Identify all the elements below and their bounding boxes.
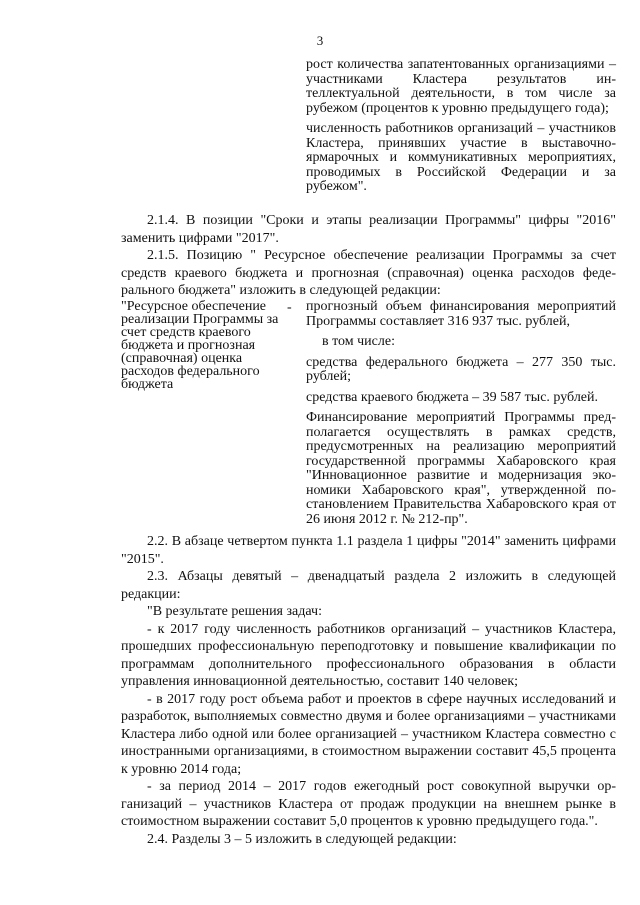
table-r1: прогнозный объем финансирования мероприятий Программы составляет 316 937 тыс. рублей, bbox=[306, 299, 616, 329]
top-right-para-1: рост количества запатентованных организациями – участниками Кластера результатов интеллектуальной деятельности, в том числе за рубежом (процентов к уровню предыдущего года); bbox=[306, 57, 616, 116]
para-2-1-5: 2.1.5. Позицию " Ресурсное обеспечение реализации Программы за счет средств краевого бюджета и прогнозная (справочная) оценка расходов федерального бюджета" изложить в следующей редакции: bbox=[121, 248, 616, 298]
table-dash: - bbox=[287, 300, 292, 315]
section-214-215 bbox=[121, 212, 616, 300]
top-right-block bbox=[306, 58, 616, 201]
table-r2: в том числе: bbox=[322, 334, 395, 349]
page-number: 3 bbox=[316, 33, 324, 48]
para-2-2: 2.2. В абзаце четвертом пункта 1.1 раздела 1 цифры "2014" заменить цифрами "2015". bbox=[121, 534, 616, 567]
table-r5: Финансирование мероприятий Программы предполагается осуществлять в рамках средств, предусмотренных на реализацию мероприятий государственной программы Хабаровского края "Инновационное развитие и модернизация экономики Хабаровского края", утвержденной постановлением Правительства Хабаровского края от 26 июня 2012 г. № 212-пр". bbox=[306, 410, 616, 527]
para-2-4: 2.4. Разделы 3 – 5 изложить в следующей редакции: bbox=[147, 831, 457, 847]
bullet-3: - за период 2014 – 2017 годов ежегодный рост совокупной выручки организаций – участников Кластера от продаж продукции на внешнем рынке в стоимостном выражении составит 5,0 процентов к уровню предыдущего года.". bbox=[121, 779, 616, 829]
top-right-para-2: численность работников организаций – участников Кластера, принявших участие в выставочно-ярмарочных и коммуникативных мероприятиях, проводимых в Российской Федерации и за рубежом". bbox=[306, 121, 616, 194]
para-intro: "В результате решения задач: bbox=[147, 604, 322, 619]
para-2-3: 2.3. Абзацы девятый – двенадцатый раздела 2 изложить в следующей редакции: bbox=[121, 569, 616, 602]
main-body bbox=[121, 533, 616, 848]
table-left-cell: "Ресурсное обеспечение реализации Программы за счет средств краевого бюджета и прогнозная (справочная) оценка расходов федерального бюджета bbox=[121, 299, 279, 392]
bullet-2: - в 2017 году рост объема работ и проектов в сфере научных исследований и разработок, выполняемых совместно двумя и более организациями – участниками Кластера либо одной или более организацией – участником Кластера совместно с иностранными организациями, в стоимостном выражении составит 45,5 процента к уровню 2014 года; bbox=[121, 691, 616, 777]
table-r4: средства краевого бюджета – 39 587 тыс. рублей. bbox=[306, 389, 599, 405]
para-2-1-4: 2.1.4. В позиции "Сроки и этапы реализации Программы" цифры "2016" заменить цифрами "2017". bbox=[121, 213, 616, 246]
bullet-1: - к 2017 году численность работников организаций – участников Кластера, прошедших профессиональную переподготовку и повышение квалификации по программам дополнительного профессионального образования в области управления инновационной деятельностью, составит 140 человек; bbox=[121, 621, 616, 689]
table-right-cell bbox=[306, 300, 616, 533]
table-r3: средства федерального бюджета – 277 350 тыс. рублей; bbox=[306, 354, 616, 384]
